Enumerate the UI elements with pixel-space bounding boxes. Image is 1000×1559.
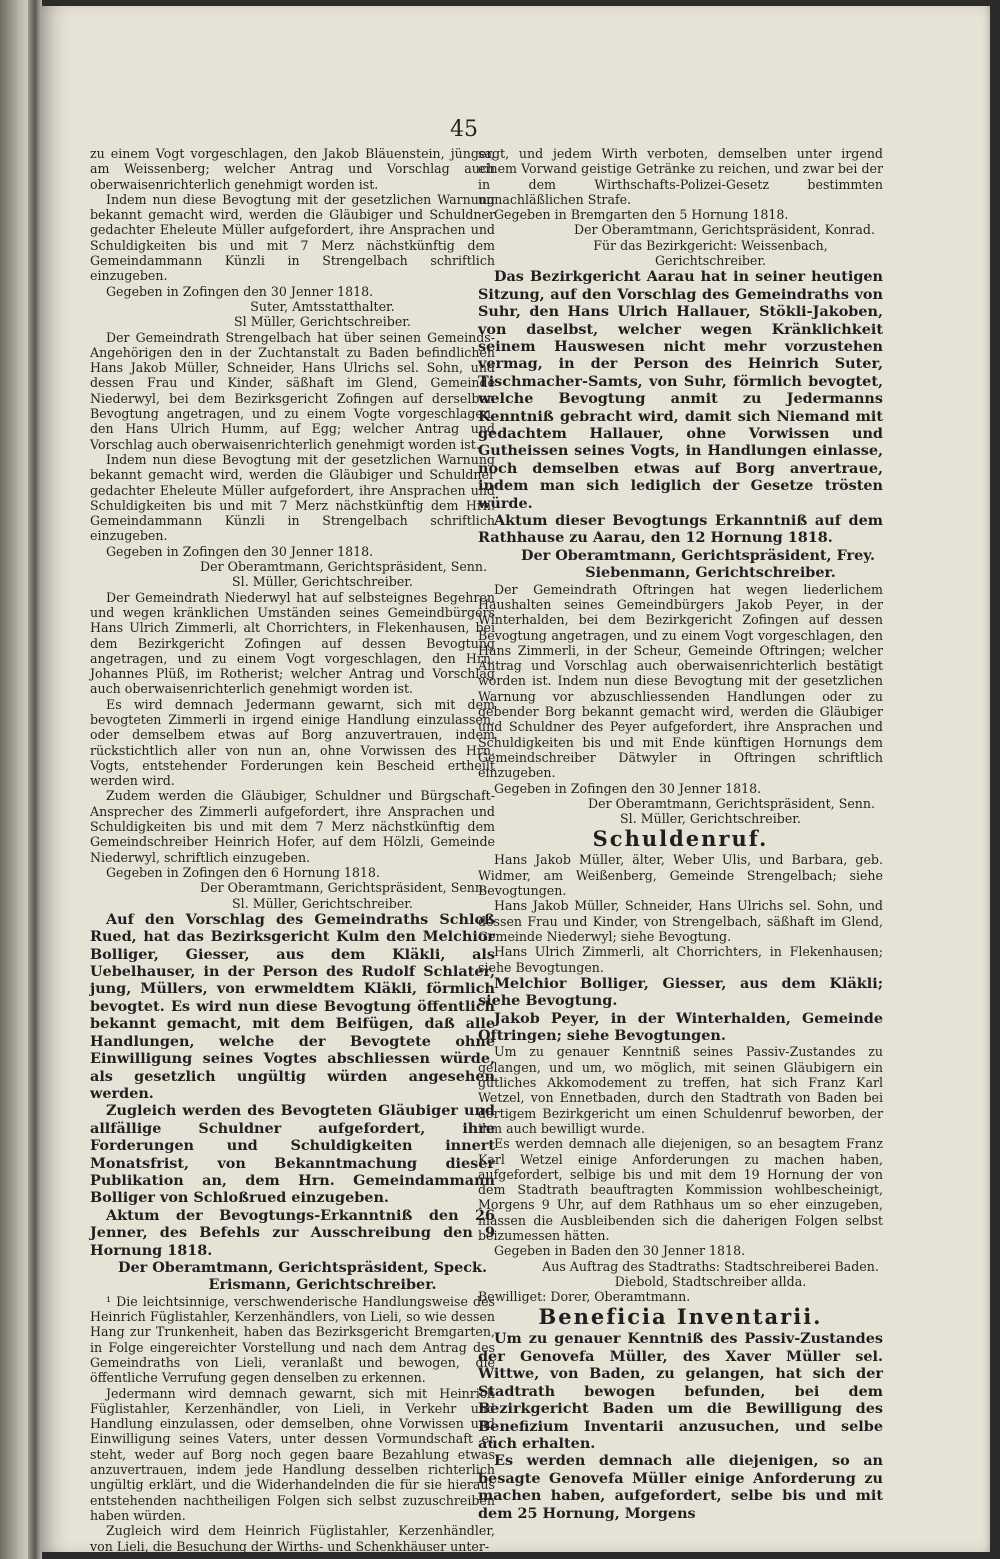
section-heading: Beneficia Inventarii. — [538, 1304, 823, 1330]
paragraph: Der Gemeindrath Strengelbach hat über seinen Gemeinds-Angehörigen den in der Zuchtanstalt zu Baden befindlichen Hans Jakob Müller, Schneider, Hans Ulrichs sel. Sohn, und dessen Frau und Kinder, säßhaft im Glend, Gemeinde Niederwyl, bei dem Bezirksgericht Zofingen auf derselben Bevogtung angetragen, und zu einem Vogte vorgeschlagen, den Hans Ulrich Humm, auf Egg; welcher Antrag und Vorschlag auch oberwaisenrichterlich genehmigt worden ist. — [90, 329, 495, 452]
paragraph: Gegeben in Bremgarten den 5 Hornung 1818. — [494, 207, 789, 223]
signature-line: Der Oberamtmann, Gerichtspräsident, Senn. — [200, 880, 487, 896]
paragraph: Gegeben in Zofingen den 30 Jenner 1818. — [494, 780, 762, 796]
signature-line: Der Oberamtmann, Gerichtspräsident, Frey. — [520, 546, 875, 564]
left-column — [90, 146, 495, 1554]
paragraph: Gegeben in Zofingen den 30 Jenner 1818. — [106, 283, 374, 299]
paragraph: Gegeben in Baden den 30 Jenner 1818. — [494, 1243, 746, 1259]
paragraph: Bewilliget: Dorer, Oberamtmann. — [478, 1289, 691, 1305]
signature-line: Der Oberamtmann, Gerichtspräsident, Konrad. — [573, 222, 875, 238]
paragraph: ¹ Die leichtsinnige, verschwenderische Handlungsweise des Heinrich Füglistahler, Kerzenhändlers, von Lieli, so wie dessen Hang zur Trunkenheit, haben das Bezirksgericht Bremgarten, in Folge eingereichter Vorstellung und nach dem Antrag des Gemeindraths von Lieli, veranlaßt und bewogen, die öffentliche Verrufung gegen denselben zu erkennen. — [90, 1293, 495, 1386]
paragraph: sagt, und jedem Wirth verboten, demselben unter irgend einem Vorwand geistige Getränke zu reichen, und zwar bei der in dem Wirthschafts-Polizei-Gesetz bestimmten unnachläßlichen Strafe. — [478, 146, 883, 207]
paragraph: Es werden demnach alle diejenigen, so an besagtem Franz Karl Wetzel einige Anforderungen zu machen haben, aufgefordert, selbige bis und mit dem 19 Hornung der von dem Stadtrath beauftragten Kommission wohlbescheinigt, Morgens 9 Uhr, auf dem Rathhaus um so eher einzugeben, massen die Ausbleibenden sich die daherigen Folgen selbst beizumessen hätten. — [478, 1136, 883, 1243]
signature-line: Erismann, Gerichtschreiber. — [208, 1276, 437, 1294]
paragraph: Auf den Vorschlag des Gemeindraths Schloß Rued, hat das Bezirksgericht Kulm den Melchior Bolliger, Giesser, aus dem Kläkli, als Uebelhauser, in der Person des Rudolf Schlater, jung, Müllers, von erwmeldtem Kläkli, förmlich bevogtet. Es wird nun diese Bevogtung öffentlich bekannt gemacht, mit dem Beifügen, daß alle Handlungen, welche der Bevogtete ohne Einwilligung seines Vogtes abschliessen würde, als gesetzlich ungültig würden angesehen werden. — [90, 910, 495, 1102]
page-number: 45 — [450, 117, 478, 142]
paragraph: Zugleich wird dem Heinrich Füglistahler, Kerzenhändler, von Lieli, die Besuchung der Wirths- und Schenkhäuser unter- — [90, 1523, 495, 1554]
paragraph: Das Bezirkgericht Aarau hat in seiner heutigen Sitzung, auf den Vorschlag des Gemeindraths von Suhr, den Hans Ulrich Hallauer, Stökli-Jakoben, von daselbst, welcher wegen Kränklichkeit seinem Hauswesen nicht mehr vorzustehen vermag, in der Person des Heinrich Suter, Tischmacher-Samts, von Suhr, förmlich bevogtet, welche Bevogtung anmit zu Jedermanns Kenntniß gebracht wird, damit sich Niemand mit gedachtem Hallauer, ohne Vorwissen und Gutheissen seines Vogts, in Handlungen einlasse, noch demselben etwas auf Borg anvertraue, indem man sich lediglich der Gesetze trösten würde. — [478, 268, 883, 512]
signature-line: Sl Müller, Gerichtschreiber. — [234, 314, 411, 330]
paragraph: Um zu genauer Kenntniß seines Passiv-Zustandes zu gelangen, und um, wo möglich, mit seinen Gläubigern ein gütliches Akkomodement zu treffen, hat sich Franz Karl Wetzel, von Ennetbaden, durch den Stadtrath von Baden bei dortigem Bezirkgericht um einen Schuldenruf beworben, der ihm auch bewilligt wurde. — [478, 1044, 883, 1136]
signature-line: Der Oberamtmann, Gerichtspräsident, Speck. — [118, 1258, 487, 1276]
paragraph: Hans Ulrich Zimmerli, alt Chorrichters, in Flekenhausen; siehe Bevogtungen. — [478, 944, 883, 975]
paragraph: Hans Jakob Müller, älter, Weber Ulis, und Barbara, geb. Widmer, am Weißenberg, Gemeinde Strengelbach; siehe Bevogtungen. — [478, 852, 883, 899]
paragraph: Zugleich werden des Bevogteten Gläubiger und allfällige Schuldner aufgefordert, ihre Forderungen und Schuldigkeiten innert Monatsfrist, von Bekanntmachung dieser Publikation an, dem Hrn. Gemeindammann Bolliger von Schloßrued einzugeben. — [90, 1102, 495, 1207]
signature-line: Siebenmann, Gerichtschreiber. — [585, 564, 836, 582]
document-page — [40, 6, 990, 1552]
signature-line: Der Oberamtmann, Gerichtspräsident, Senn. — [588, 795, 875, 811]
paragraph: Indem nun diese Bevogtung mit der gesetzlichen Warnung bekannt gemacht wird, werden die Gläubiger und Schuldner gedachter Eheleute Müller aufgefordert, ihre Ansprachen und Schuldigkeiten bis und mit 7 Merz nächstkünftig dem Hrn. Gemeindammann Künzli in Strengelbach schriftlich einzugeben. — [90, 451, 495, 544]
paragraph: Der Gemeindrath Niederwyl hat auf selbsteignes Begehren und wegen kränklichen Umständen seines Gemeindbürgers Hans Ulrich Zimmerli, alt Chorrichters, in Flekenhausen, bei dem Bezirkgericht Zofingen auf dessen Bevogtung angetragen, und zu einem Vogt vorgeschlagen, den Hrn. Johannes Plüß, im Rotherist; welcher Antrag und Vorschlag auch oberwaisenrichterlich genehmigt worden ist. — [90, 589, 495, 697]
paragraph: Jedermann wird demnach gewarnt, sich mit Heinrich Füglistahler, Kerzenhändler, von Lieli, in Verkehr und Handlung einzulassen, oder demselben, ohne Vorwissen und Einwilligung seines Vaters, unter dessen Vormundschaft er steht, weder auf Borg noch gegen baare Bezahlung etwas anzuvertrauen, indem jede Handlung desselben richterlich ungültig erklärt, und die Widerhandelnden die für sie hieraus entstehenden nachtheiligen Folgen sich selbst zuzuschreiben haben würden. — [90, 1385, 495, 1523]
paragraph: Gegeben in Zofingen den 6 Hornung 1818. — [106, 864, 380, 880]
right-column — [478, 146, 883, 1522]
paragraph: Zudem werden die Gläubiger, Schuldner und Bürgschaft-Ansprecher des Zimmerli aufgefordert, ihre Ansprachen und Schuldigkeiten bis und mit dem 7 Merz nächstkünftig dem Gemeindschreiber Heinrich Hofer, auf dem Hölzli, Gemeinde Niederwyl, schriftlich einzugeben. — [90, 788, 495, 865]
signature-line: Sl. Müller, Gerichtschreiber. — [232, 895, 413, 911]
paragraph: Indem nun diese Bevogtung mit der gesetzlichen Warnung bekannt gemacht wird, werden die Gläubiger und Schuldner gedachter Eheleute Müller aufgefordert, ihre Ansprachen und Schuldigkeiten bis und mit 7 Merz nächstkünftig dem Gemeindammann Künzli in Strengelbach schriftlich einzugeben. — [90, 191, 495, 284]
signature-line: Der Oberamtmann, Gerichtspräsident, Senn. — [200, 559, 487, 575]
signature-line: Aus Auftrag des Stadtraths: Stadtschreiberei Baden. Diebold, Stadtschreiber allda. — [542, 1258, 879, 1289]
paragraph: zu einem Vogt vorgeschlagen, den Jakob Bläuenstein, jünger, am Weissenberg; welcher Antrag und Vorschlag auch oberwaisenrichterlich genehmigt worden ist. — [90, 146, 495, 192]
signature-line: Sl. Müller, Gerichtschreiber. — [232, 574, 413, 590]
paragraph: Um zu genauer Kenntniß des Passiv-Zustandes der Genovefa Müller, des Xaver Müller sel. Wittwe, von Baden, zu gelangen, hat sich der Stadtrath bewogen befunden, bei dem Bezirkgericht Baden um die Bewilligung des Benefizium Inventarii anzusuchen, und selbe auch erhalten. — [478, 1330, 883, 1452]
paragraph: Hans Jakob Müller, Schneider, Hans Ulrichs sel. Sohn, und dessen Frau und Kinder, von Strengelbach, säßhaft im Glend, Gemeinde Niederwyl; siehe Bevogtung. — [478, 898, 883, 944]
signature-line: Für das Bezirkgericht: Weissenbach, Gerichtschreiber. — [593, 237, 828, 269]
paragraph: Es wird demnach Jedermann gewarnt, sich mit dem bevogteten Zimmerli in irgend einige Handlung einzulassen, oder demselbem etwas auf Borg anzuvertrauen, indem rückstichtlich aller von nun an, ohne Vorwissen des Hrn. Vogts, entstehender Forderungen kein Bescheid ertheilt werden wird. — [90, 696, 495, 789]
paragraph: Melchior Bolliger, Giesser, aus dem Kläkli; siehe Bevogtung. — [478, 974, 883, 1010]
section-heading: Schuldenruf. — [592, 826, 769, 852]
paragraph: Aktum der Bevogtungs-Erkanntniß den 26 Jenner, des Befehls zur Ausschreibung den 9 Hornung 1818. — [90, 1206, 495, 1259]
paragraph: Jakob Peyer, in der Winterhalden, Gemeinde Oftringen; siehe Bevogtungen. — [478, 1009, 883, 1045]
paragraph: Der Gemeindrath Oftringen hat wegen liederlichem Haushalten seines Gemeindbürgers Jakob Peyer, in der Winterhalden, bei dem Bezirkgericht Zofingen auf dessen Bevogtung angetragen, und zu einem Vogt vorgeschlagen, den Hans Zimmerli, in der Scheur, Gemeinde Oftringen; welcher Antrag und Vorschlag auch oberwaisenrichterlich bestätigt worden ist. Indem nun diese Bevogtung mit der gesetzlichen Warnung vor abzuschliessenden Handlungen oder zu gebender Borg bekannt gemacht wird, werden die Gläubiger und Schuldner des Peyer aufgefordert, ihre Ansprachen und Schuldigkeiten bis und mit Ende künftigen Hornungs dem Gemeindschreiber Dätwyler in Oftringen schriftlich einzugeben. — [478, 581, 883, 781]
paragraph: Aktum dieser Bevogtungs Erkanntniß auf dem Rathhause zu Aarau, den 12 Hornung 1818. — [478, 512, 883, 547]
paragraph: Gegeben in Zofingen den 30 Jenner 1818. — [106, 543, 374, 559]
signature-line: Suter, Amtsstatthalter. — [250, 298, 395, 314]
signature-line: Sl. Müller, Gerichtschreiber. — [620, 811, 801, 827]
paragraph: Es werden demnach alle diejenigen, so an besagte Genovefa Müller einige Anforderung zu machen haben, aufgefordert, selbe bis und mit dem 25 Hornung, Morgens — [478, 1452, 883, 1522]
